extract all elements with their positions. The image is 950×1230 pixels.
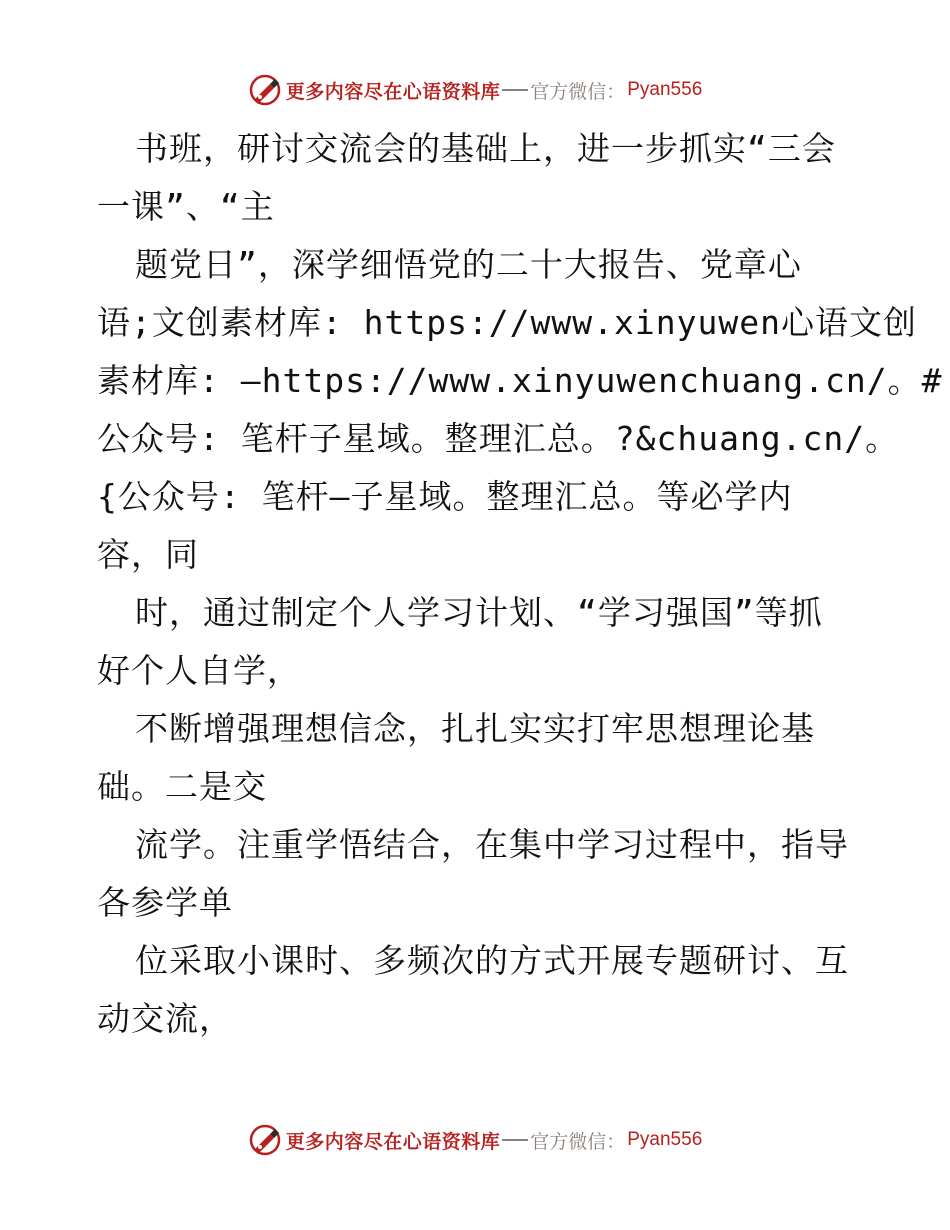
text-line: 不断增强理想信念，扎扎实实打牢思想理论基 [135,709,815,748]
footer-watermark [0,1120,950,1160]
official-wechat-label: 官方微信： [530,80,626,103]
text-line: 础。二是交 [97,767,267,806]
text-line: 素材库: —https://www.xinyuwenchuang.cn/。# [97,361,943,400]
text-line: 题党日”，深学细悟党的二十大报告、党章心 [135,245,802,284]
wechat-id: Pyan556 [627,79,703,100]
header-watermark [0,70,950,110]
text-line: 公众号: 笔杆子星域。整理汇总。?&chuang.cn/。 [97,419,900,458]
text-line: 各参学单 [97,883,233,922]
site-watermark-text: 更多内容尽在心语资料库 [285,1130,501,1153]
text-line: 动交流， [97,999,233,1038]
text-line: 位采取小课时、多频次的方式开展专题研讨、互 [135,941,849,980]
official-wechat-label: 官方微信： [530,1130,626,1153]
text-line: {公众号: 笔杆—子星域。整理汇总。等必学内 [97,477,793,516]
wechat-id: Pyan556 [627,1129,703,1150]
site-watermark-text: 更多内容尽在心语资料库 [285,80,501,103]
document-body [97,120,943,1048]
text-line: 时，通过制定个人学习计划、“学习强国”等抓 [135,593,823,632]
text-line: 流学。注重学悟结合，在集中学习过程中，指导 [135,825,849,864]
banner-divider [502,1139,528,1141]
text-line: 一课”、“主 [97,187,275,226]
text-line: 语;文创素材库: https://www.xinyuwen心语文创 [97,303,917,342]
pen-logo-icon [248,1123,282,1157]
banner-divider [502,89,528,91]
text-line: 书班，研讨交流会的基础上，进一步抓实“三会 [135,129,836,168]
text-line: 好个人自学， [97,651,301,690]
pen-logo-icon [248,73,282,107]
text-line: 容，同 [97,535,199,574]
